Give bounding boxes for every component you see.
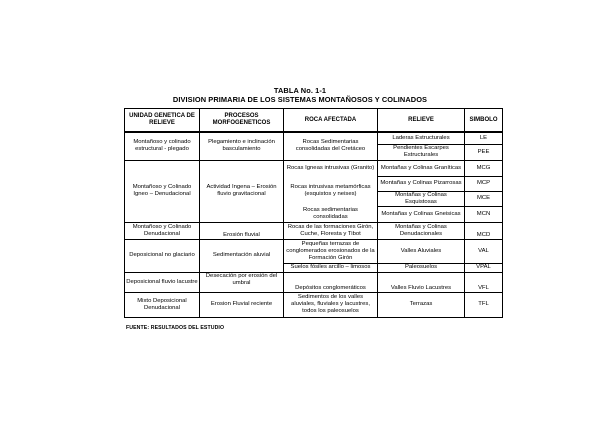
cell-procesos: Desecación por erosión del umbral bbox=[200, 272, 284, 292]
cell-unidad: Mixto Deposicional Denudacional bbox=[125, 292, 200, 317]
cell-simbolo: MCP bbox=[465, 176, 503, 191]
cell-roca: Rocas de las formaciones Girón, Cuche, Floresta y Tibot bbox=[284, 222, 378, 239]
cell-procesos: Actividad Ingena – Erosión fluvio gravitacional bbox=[200, 160, 284, 222]
header-relieve: RELIEVE bbox=[378, 109, 465, 133]
source-note: FUENTE: RESULTADOS DEL ESTUDIO bbox=[126, 325, 225, 331]
cell-simbolo: VAL bbox=[465, 239, 503, 263]
geomorphology-table bbox=[124, 108, 503, 318]
cell-simbolo: MCG bbox=[465, 160, 503, 176]
cell-roca: Pequeñas terrazas de conglomerados erosionados de la Formación Girón bbox=[284, 239, 378, 263]
cell-relieve: Laderas Estructurales bbox=[378, 132, 465, 144]
cell-relieve: Montañas y Colinas Pizarrosas bbox=[378, 176, 465, 191]
table-row bbox=[125, 272, 503, 292]
header-simbolo: SIMBOLO bbox=[465, 109, 503, 133]
cell-simbolo: LE bbox=[465, 132, 503, 144]
cell-procesos: Sedimentación aluvial bbox=[200, 239, 284, 272]
cell-simbolo: VFL bbox=[465, 272, 503, 292]
cell-procesos: Erosion Fluvial reciente bbox=[200, 292, 284, 317]
table-row bbox=[125, 239, 503, 263]
cell-relieve: Valles Fluvio Lacustres bbox=[378, 272, 465, 292]
cell-simbolo: MCD bbox=[465, 222, 503, 239]
cell-unidad: Deposicional fluvio lacustre bbox=[125, 272, 200, 292]
cell-simbolo: VPAL bbox=[465, 263, 503, 272]
cell-unidad: Deposicional no glaciario bbox=[125, 239, 200, 272]
table-row bbox=[125, 132, 503, 144]
cell-relieve: Pendientes Escarpes Estructurales bbox=[378, 144, 465, 160]
cell-unidad: Montañoso y colinado estructural - plegado bbox=[125, 132, 200, 160]
table-subtitle: DIVISION PRIMARIA DE LOS SISTEMAS MONTAÑOSOS Y COLINADOS bbox=[172, 95, 428, 104]
cell-procesos: Erosión fluvial bbox=[200, 222, 284, 239]
header-procesos: PROCESOS MORFOGENETICOS bbox=[200, 109, 284, 133]
cell-relieve: Montañas y Colinas Gneisicas bbox=[378, 206, 465, 222]
cell-simbolo: MCE bbox=[465, 191, 503, 206]
cell-relieve: Montañas y Colinas Esquistosas bbox=[378, 191, 465, 206]
cell-procesos: Plegamiento e inclinación basculamiento bbox=[200, 132, 284, 160]
cell-simbolo: TFL bbox=[465, 292, 503, 317]
cell-relieve: Montañas y Colinas Graníticas bbox=[378, 160, 465, 176]
cell-simbolo: MCN bbox=[465, 206, 503, 222]
table-row bbox=[125, 160, 503, 176]
cell-roca: Sedimentos de los valles aluviales, fluviales y lacustres, todos los paleosuelos bbox=[284, 292, 378, 317]
table-row bbox=[125, 222, 503, 239]
cell-relieve: Terrazas bbox=[378, 292, 465, 317]
cell-roca: Rocas Igneas intrusivas (Granito) bbox=[284, 160, 378, 176]
header-row bbox=[125, 109, 503, 133]
header-unidad: UNIDAD GENETICA DE RELIEVE bbox=[125, 109, 200, 133]
cell-roca: Suelos fósiles arcillo – limosos bbox=[284, 263, 378, 272]
cell-unidad: Montañoso y Colinado Denudacional bbox=[125, 222, 200, 239]
cell-roca: Rocas Sedimentarias consolidadas del Cretáceo bbox=[284, 132, 378, 160]
cell-roca: Depósitos conglomeráticos bbox=[284, 272, 378, 292]
cell-simbolo: PEE bbox=[465, 144, 503, 160]
table-row bbox=[125, 292, 503, 317]
cell-roca: Rocas sedimentarias consolidadas bbox=[284, 206, 378, 222]
cell-relieve: Paleosuelos bbox=[378, 263, 465, 272]
cell-relieve: Valles Aluviales bbox=[378, 239, 465, 263]
cell-unidad: Montañoso y Colinado Igneo – Denudacional bbox=[125, 160, 200, 222]
cell-relieve: Montañas y Colinas Denudacionales bbox=[378, 222, 465, 239]
cell-roca: Rocas intrusivas metamórficas (esquistos y neises) bbox=[284, 176, 378, 206]
header-roca: ROCA AFECTADA bbox=[284, 109, 378, 133]
table-title: TABLA No. 1-1 bbox=[273, 86, 327, 95]
